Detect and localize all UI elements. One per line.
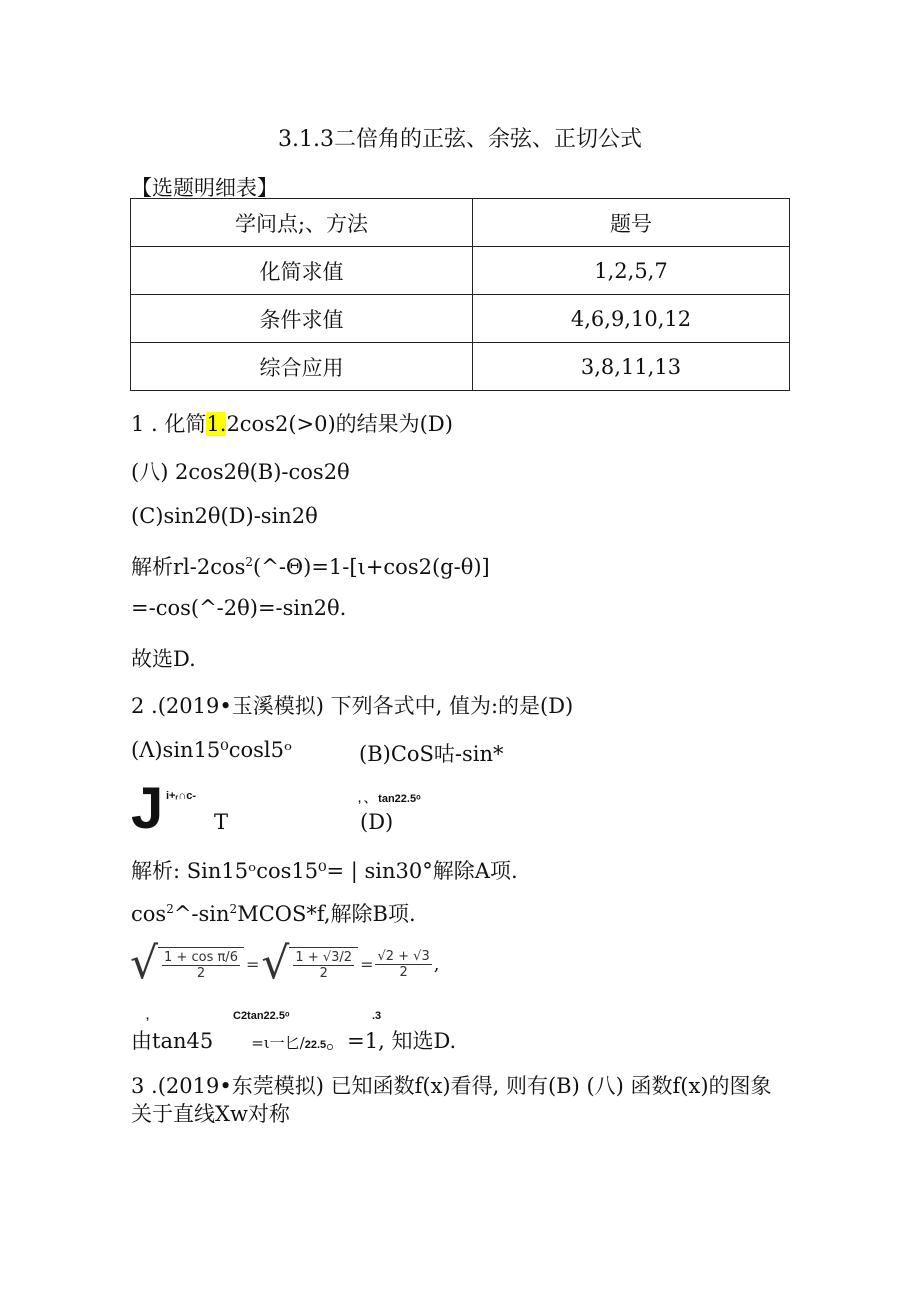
table-row xyxy=(131,343,790,391)
equals-sign: = xyxy=(360,954,374,974)
sqrt-term-2 xyxy=(261,938,358,989)
q2-solution-part: MCOS*f,解除B项. xyxy=(237,902,416,926)
q1-stem xyxy=(131,408,453,438)
table-cell: 1,2,5,7 xyxy=(473,247,790,295)
result-fraction xyxy=(375,949,431,980)
q2-solution-sup: 2 xyxy=(229,902,238,916)
table-cell: 3,8,11,13 xyxy=(473,343,790,391)
q1-solution-line2: =-cos(^-2θ)=-sin2θ. xyxy=(131,596,347,620)
equals-sign: = xyxy=(245,954,260,974)
q2-stem: 2 .(2019•玉溪模拟) 下列各式中, 值为:的是(D) xyxy=(131,694,574,718)
q2-solution-part: ^-sin xyxy=(173,902,230,926)
fraction-numerator: √2 + √3 xyxy=(377,948,430,964)
q2-solution-part: 由tan45 xyxy=(131,1029,214,1053)
sqrt-term-1 xyxy=(130,938,244,989)
table-cell: 化简求值 xyxy=(131,247,473,295)
fraction-denominator: 2 xyxy=(399,964,408,980)
radicand-denominator: 2 xyxy=(196,966,206,981)
q2-solution-line3 xyxy=(131,1025,456,1055)
table-header-cell: 题号 xyxy=(473,199,790,247)
radical-sign: √ xyxy=(130,938,159,989)
table-cell: 4,6,9,10,12 xyxy=(473,295,790,343)
q2-small-c2tan: C2tan22.5ᵒ xyxy=(233,1010,290,1022)
q1-solution-part: (^-Θ)=1-[ι+cos2(g-θ)] xyxy=(253,555,490,579)
table-header-row xyxy=(131,199,790,247)
page-title: 3.1.3二倍角的正弦、余弦、正切公式 xyxy=(278,127,642,152)
q1-solution-sup: 2 xyxy=(245,555,254,569)
q2-solution-part: =ι一匕/ xyxy=(251,1034,305,1052)
selection-table xyxy=(130,198,790,391)
q2-option-d-small: , 、 tan22.5ᵒ xyxy=(358,793,421,805)
q1-rest: 2cos2(>0)的结果为(D) xyxy=(226,412,453,436)
q2-solution-part: 。=1, 知选D. xyxy=(326,1029,457,1053)
q2-formula xyxy=(130,938,440,989)
q3-stem-line1: 3 .(2019•东莞模拟) 已知函数f(x)看得, 则有(B) (八) 函数f(x)的图象 xyxy=(131,1074,772,1098)
table-cell: 综合应用 xyxy=(131,343,473,391)
q2-option-b: (B)CoS咕-sin* xyxy=(359,742,504,766)
q1-prefix: 1 . 化简 xyxy=(131,412,207,436)
q2-option-c-t: T xyxy=(214,810,229,834)
q2-solution-sup: 2 xyxy=(166,902,174,916)
q2-small-comma: , xyxy=(146,1010,150,1022)
q2-solution-line1: 解析: Sin15ᵒcos15⁰= | sin30°解除A项. xyxy=(131,859,518,883)
q2-option-a: (Λ)sin15⁰cosl5ᵒ xyxy=(131,738,293,762)
q1-options-cd: (C)sin2θ(D)-sin2θ xyxy=(131,504,318,528)
table-header-cell: 学问点;、方法 xyxy=(131,199,473,247)
q2-option-c-glyph: J xyxy=(131,776,164,841)
q2-solution-line2 xyxy=(131,898,416,928)
q1-answer: 故选D. xyxy=(131,647,196,671)
radicand-denominator: 2 xyxy=(319,966,328,981)
table-row xyxy=(131,247,790,295)
q1-highlight: 1. xyxy=(206,412,227,436)
radicand-numerator: 1 + √3/2 xyxy=(295,950,353,965)
q3-stem-line2: 关于直线Xw对称 xyxy=(131,1102,290,1126)
q2-option-c-small: i+ᵣ∩c- xyxy=(166,790,196,802)
q2-small-dot3: .3 xyxy=(372,1010,382,1022)
q1-solution-part: 解析rl-2cos xyxy=(131,555,246,579)
q2-solution-part: 22.5 xyxy=(304,1039,327,1051)
q1-solution-line1 xyxy=(131,551,490,581)
formula-comma: , xyxy=(433,953,440,975)
table-cell: 条件求值 xyxy=(131,295,473,343)
radicand-numerator: 1 + cos π/6 xyxy=(164,950,238,965)
q2-solution-part: cos xyxy=(131,902,167,926)
table-row xyxy=(131,295,790,343)
q1-options-ab: (八) 2cos2θ(B)-cos2θ xyxy=(131,460,350,484)
radical-sign: √ xyxy=(261,938,290,989)
q2-option-d: (D) xyxy=(360,810,394,834)
selection-table-label: 【选题明细表】 xyxy=(131,176,278,200)
